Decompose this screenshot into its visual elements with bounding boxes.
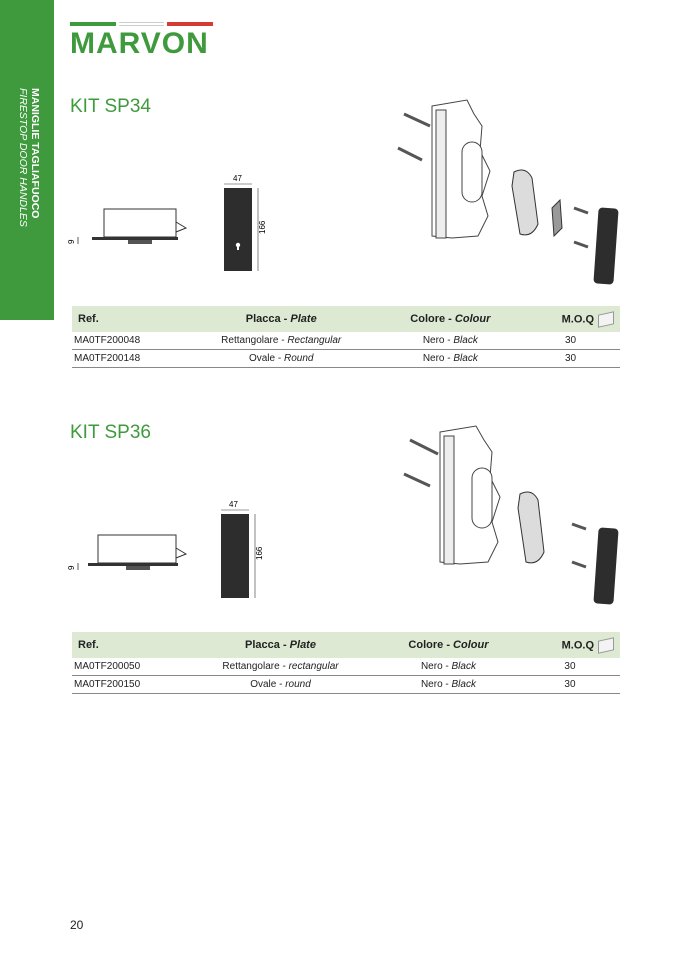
dim-width: 47 — [229, 500, 238, 509]
side-category-english: FIRESTOP DOOR HANDLES — [17, 88, 29, 227]
cell-colour: Nero - Black — [380, 350, 521, 368]
header-plate: Placca - Plate — [183, 306, 380, 332]
cell-moq: 30 — [521, 332, 620, 350]
box-icon — [598, 311, 614, 327]
table-row — [72, 658, 620, 676]
table-row — [72, 332, 620, 350]
dim-width: 47 — [233, 174, 242, 183]
cell-ref: MA0TF200148 — [72, 350, 183, 368]
cell-plate: Rettangolare - Rectangular — [183, 332, 380, 350]
header-moq: M.O.Q — [521, 306, 620, 332]
kit-spec-table — [72, 632, 620, 694]
header-colour: Colore - Colour — [377, 632, 520, 658]
header-ref: Ref. — [72, 632, 184, 658]
cell-ref: MA0TF200050 — [72, 658, 184, 676]
table-row — [72, 676, 620, 694]
table-header-row — [72, 632, 620, 658]
side-category-tab — [0, 0, 54, 320]
dim-height: 166 — [258, 220, 267, 234]
kit-exploded-view — [392, 96, 622, 286]
cell-plate: Rettangolare - rectangular — [184, 658, 377, 676]
door-section-drawing — [64, 526, 194, 586]
kit-spec-table — [72, 306, 620, 368]
cell-plate: Ovale - round — [184, 676, 377, 694]
cell-ref: MA0TF200150 — [72, 676, 184, 694]
cell-colour: Nero - Black — [377, 676, 520, 694]
header-plate: Placca - Plate — [184, 632, 377, 658]
page-number: 20 — [70, 918, 84, 932]
box-icon — [598, 637, 614, 653]
header-moq: M.O.Q — [520, 632, 620, 658]
cell-moq: 30 — [520, 658, 620, 676]
side-category-label — [17, 88, 41, 238]
cell-colour: Nero - Black — [377, 658, 520, 676]
cell-plate: Ovale - Round — [183, 350, 380, 368]
italian-flag-stripes — [70, 22, 213, 26]
cell-moq: 30 — [521, 350, 620, 368]
cell-moq: 30 — [520, 676, 620, 694]
kit-title: KIT SP36 — [70, 422, 151, 443]
cell-ref: MA0TF200048 — [72, 332, 183, 350]
cell-colour: Nero - Black — [380, 332, 521, 350]
dim-thickness: 9 — [67, 239, 76, 244]
header-colour: Colore - Colour — [380, 306, 521, 332]
dim-thickness: 9 — [67, 565, 76, 570]
plate-dimension-drawing — [218, 172, 274, 276]
logo-wordmark: MARVON — [70, 27, 209, 60]
header-ref: Ref. — [72, 306, 183, 332]
table-row — [72, 350, 620, 368]
plate-dimension-drawing — [215, 498, 271, 602]
dim-height: 166 — [255, 546, 264, 560]
marvon-logo — [70, 22, 213, 60]
door-section-drawing — [64, 200, 194, 260]
kit-title: KIT SP34 — [70, 96, 151, 117]
kit-exploded-view — [396, 422, 622, 612]
side-category-italian: MANIGLIE TAGLIAFUOCO — [29, 88, 41, 219]
table-header-row — [72, 306, 620, 332]
